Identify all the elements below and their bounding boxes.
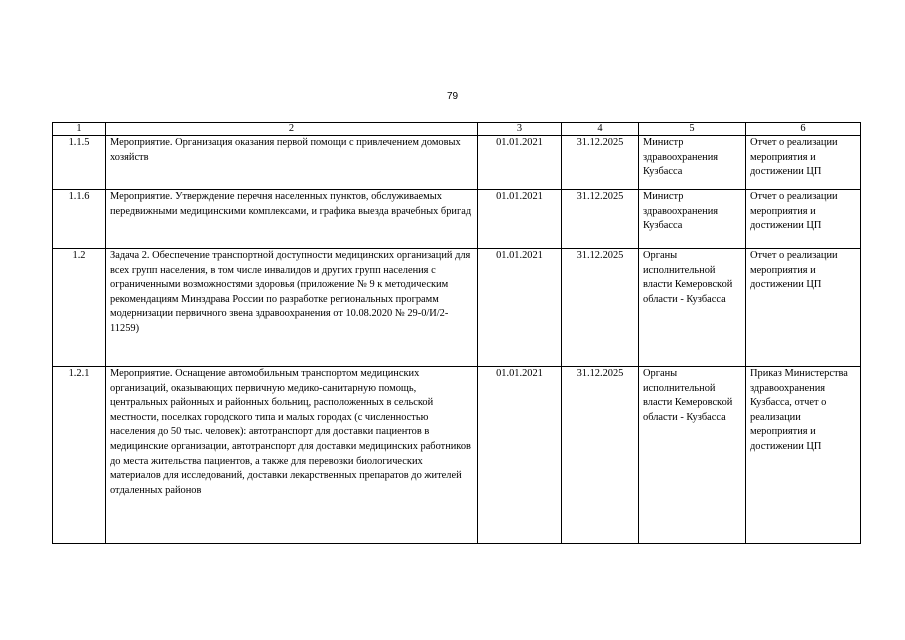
column-header-1: 1: [53, 123, 106, 136]
result: Отчет о реализации мероприятия и достижении ЦП: [746, 136, 861, 190]
row-number: 1.2: [53, 249, 106, 367]
column-header-2: 2: [106, 123, 478, 136]
measures-table: [52, 122, 861, 544]
column-header-6: 6: [746, 123, 861, 136]
executor: Органы исполнительной власти Кемеровской области - Кузбасса: [639, 367, 746, 544]
table-row: [53, 367, 861, 544]
result: Отчет о реализации мероприятия и достижении ЦП: [746, 249, 861, 367]
measure-name: Мероприятие. Утверждение перечня населенных пунктов, обслуживаемых передвижными медицинскими комплексами, и графика выезда врачебных бригад: [106, 190, 478, 249]
column-header-5: 5: [639, 123, 746, 136]
result: Приказ Министерства здравоохранения Кузбасса, отчет о реализации мероприятия и достижении ЦП: [746, 367, 861, 544]
task-name: Задача 2. Обеспечение транспортной доступности медицинских организаций для всех групп населения, в том числе инвалидов и других групп населения с ограниченными возможностями здоровья (приложение № 9 к методическим рекомендациям Минздрава России по разработке региональных программ модернизации первичного звена здравоохранения от 10.08.2020 № 29-0/И/2-11259): [106, 249, 478, 367]
start-date: 01.01.2021: [478, 249, 562, 367]
end-date: 31.12.2025: [562, 249, 639, 367]
start-date: 01.01.2021: [478, 190, 562, 249]
end-date: 31.12.2025: [562, 190, 639, 249]
executor: Министр здравоохранения Кузбасса: [639, 136, 746, 190]
end-date: 31.12.2025: [562, 367, 639, 544]
column-header-3: 3: [478, 123, 562, 136]
page-number: 79: [446, 91, 459, 102]
column-number-row: [53, 123, 861, 136]
measure-name: Мероприятие. Оснащение автомобильным транспортом медицинских организаций, оказывающих первичную медико-санитарную помощь, центральных районных и районных больниц, расположенных в сельской местности, поселках городского типа и малых городах (с численностью населения до 50 тыс. человек): автотранспорт для доставки пациентов в медицинские организации, автотранспорт для доставки медицинских работников до места жительства пациентов, а также для перевозки биологических материалов для исследований, доставки лекарственных препаратов до жителей отдаленных районов: [106, 367, 478, 544]
row-number: 1.2.1: [53, 367, 106, 544]
table-row: [53, 136, 861, 190]
row-number: 1.1.5: [53, 136, 106, 190]
start-date: 01.01.2021: [478, 367, 562, 544]
executor: Органы исполнительной власти Кемеровской области - Кузбасса: [639, 249, 746, 367]
measure-name: Мероприятие. Организация оказания первой помощи с привлечением домовых хозяйств: [106, 136, 478, 190]
table-row: [53, 249, 861, 367]
start-date: 01.01.2021: [478, 136, 562, 190]
result: Отчет о реализации мероприятия и достижении ЦП: [746, 190, 861, 249]
executor: Министр здравоохранения Кузбасса: [639, 190, 746, 249]
row-number: 1.1.6: [53, 190, 106, 249]
column-header-4: 4: [562, 123, 639, 136]
table-row: [53, 190, 861, 249]
end-date: 31.12.2025: [562, 136, 639, 190]
